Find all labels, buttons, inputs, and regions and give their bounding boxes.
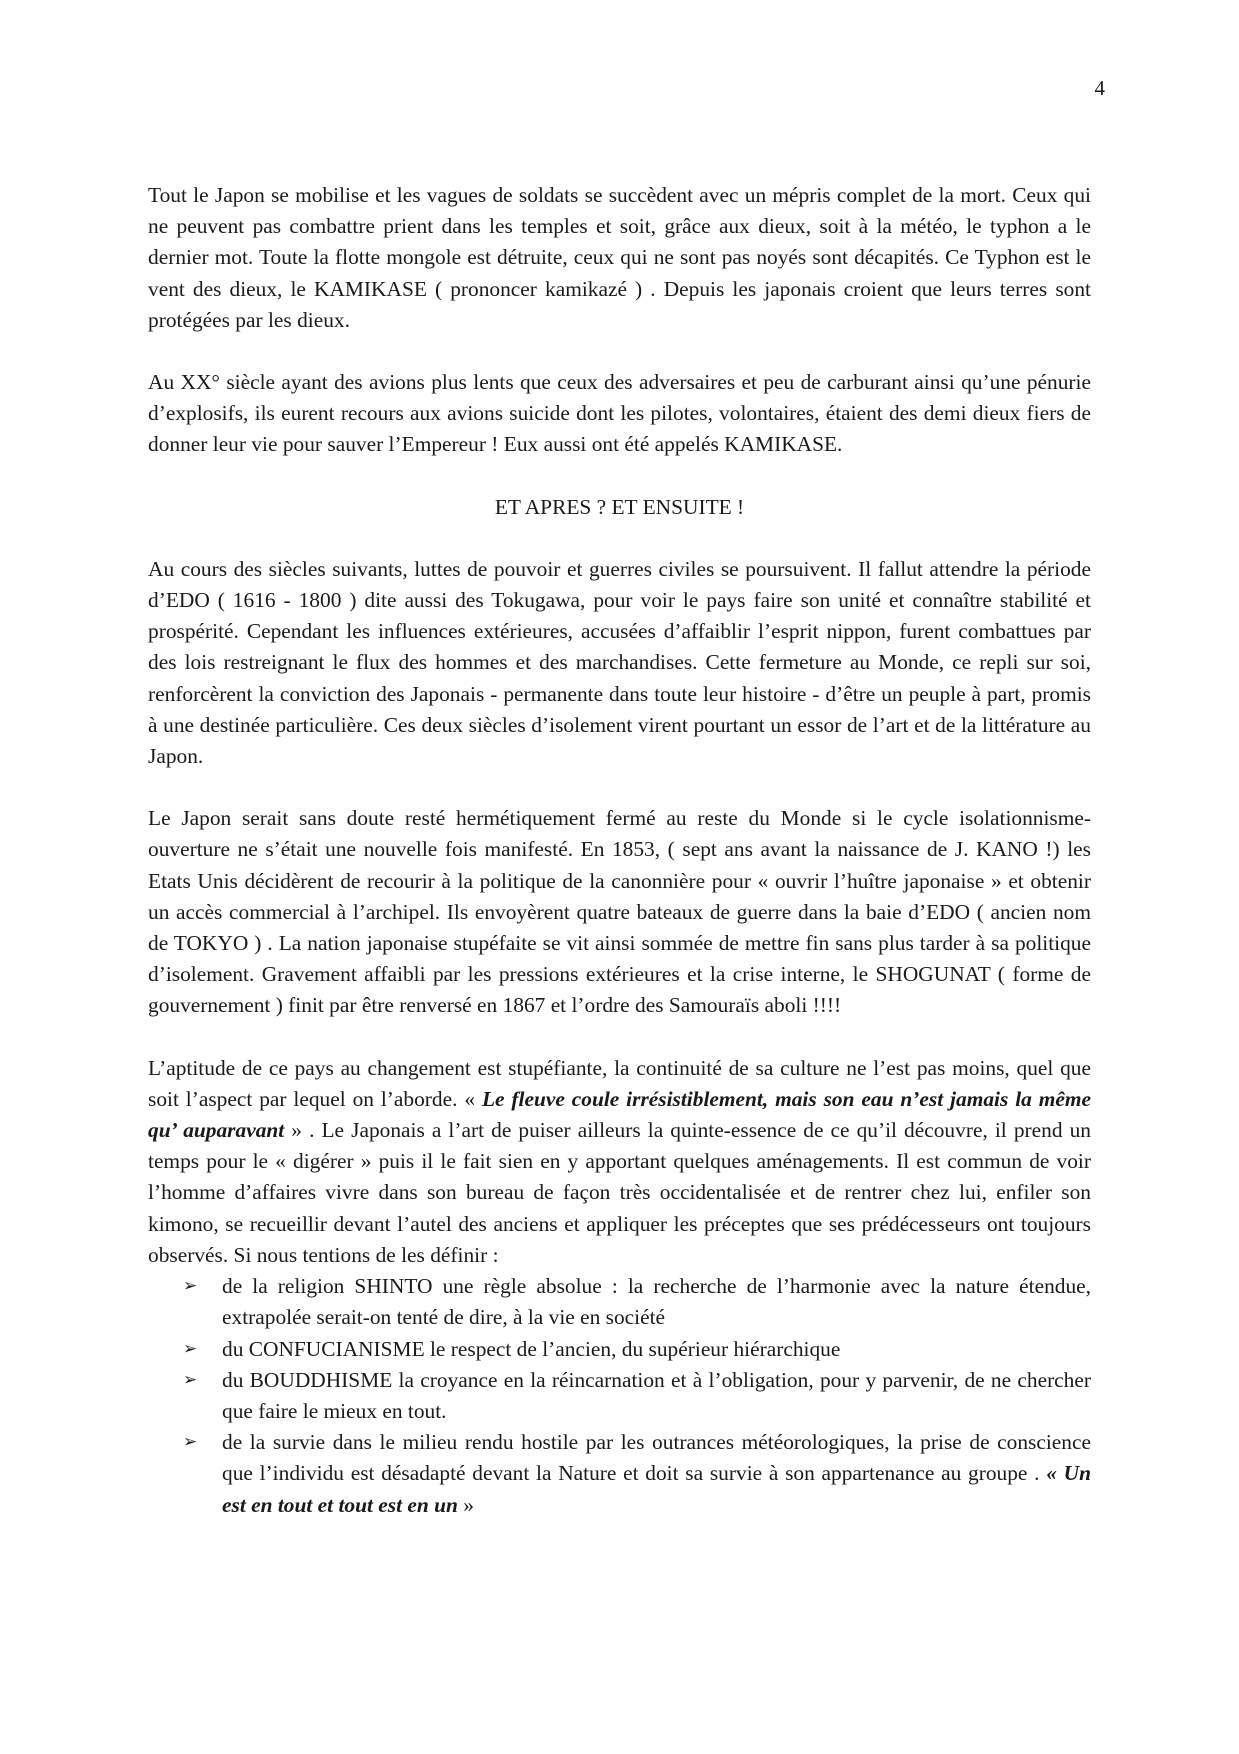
list-item-text: de la survie dans le milieu rendu hostile par les outrances météorologiques, la prise de conscience que l’individu est désadapté devant la Nature et doit sa survie à son appartenance au groupe . bbox=[222, 1430, 1091, 1486]
list-item-confucianism bbox=[183, 1334, 1091, 1365]
list-item-text: » bbox=[457, 1492, 474, 1517]
list-item-shinto bbox=[183, 1271, 1091, 1333]
list-item-text: du CONFUCIANISME le respect de l’ancien, du supérieur hiérarchique bbox=[222, 1336, 841, 1361]
paragraph-edo-period: Au cours des siècles suivants, luttes de pouvoir et guerres civiles se poursuivent. Il fallut attendre la période d’EDO ( 1616 - 1800 ) dite aussi des Tokugawa, pour voir le pays faire son unité et connaître stabilité et prospérité. Cependant les influences extérieures, accusées d’affaiblir l’esprit nippon, furent combattues par des lois restreignant le flux des hommes et des marchandises. Cette fermeture au Monde, ce repli sur soi, renforcèrent la conviction des Japonais - permanente dans toute leur histoire - d’être un peuple à part, promis à une destinée particulière. Ces deux siècles d’isolement virent pourtant un essor de l’art et de la littérature au Japon. bbox=[148, 556, 1091, 769]
page-number: 4 bbox=[1094, 76, 1105, 100]
arrowhead-bullet-icon: ➢ bbox=[183, 1369, 198, 1390]
arrowhead-bullet-icon: ➢ bbox=[183, 1432, 198, 1453]
list-item-buddhism bbox=[183, 1365, 1091, 1427]
paragraph-opening-japan: Le Japon serait sans doute resté hermétiquement fermé au reste du Monde si le cycle isolationnisme-ouverture ne s’était une nouvelle fois manifesté. En 1853, ( sept ans avant la naissance de J. KANO !) les Etats Unis décidèrent de recourir à la politique de la canonnière pour « ouvrir l’huître japonaise » et obtenir un accès commercial à l’archipel. Ils envoyèrent quatre bateaux de guerre dans la baie d’EDO ( ancien nom de TOKYO ) . La nation japonaise stupéfaite se vit ainsi sommée de mettre fin sans plus tarder à sa politique d’isolement. Gravement affaibli par les pressions extérieures et la crise interne, le SHOGUNAT ( forme de gouvernement ) finit par être renversé en 1867 et l’ordre des Samouraïs aboli !!!! bbox=[148, 806, 1091, 1018]
motto-quote: « Un est en tout et tout est en un bbox=[222, 1461, 1091, 1517]
section-heading: ET APRES ? ET ENSUITE ! bbox=[494, 494, 745, 519]
list-item-survival bbox=[183, 1427, 1091, 1521]
document-body bbox=[148, 180, 1091, 1521]
list-item-text: de la religion SHINTO une règle absolue : la recherche de l’harmonie avec la nature étendue, extrapolée serait-on tenté de dire, à la vie en société bbox=[222, 1274, 1091, 1330]
list-item-text: du BOUDDHISME la croyance en la réincarnation et à l’obligation, pour y parvenir, de ne chercher que faire le mieux en tout. bbox=[222, 1367, 1091, 1423]
arrowhead-bullet-icon: ➢ bbox=[183, 1276, 198, 1297]
paragraph-kamikase-typhon: Tout le Japon se mobilise et les vagues de soldats se succèdent avec un mépris complet de la mort. Ceux qui ne peuvent pas combattre prient dans les temples et soit, grâce aux dieux, soit à la météo, le typhon a le dernier mot. Toute la flotte mongole est détruite, ceux qui ne sont pas noyés sont décapités. Ce Typhon est le vent des dieux, le KAMIKASE ( prononcer kamikazé ) . Depuis les japonais croient que leurs terres sont protégées par les dieux. bbox=[148, 183, 1091, 332]
precepts-list bbox=[148, 1271, 1091, 1521]
proverb-quote: Le fleuve coule irrésistiblement, mais son eau n’est jamais la même qu’ auparavant bbox=[148, 1086, 1091, 1143]
paragraph-text: » . Le Japonais a l’art de puiser ailleurs la quinte-essence de ce qu’il découvre, il prend un temps pour le « digérer » puis il le fait sien en y apportant quelques aménagements. Il est commun de voir l’homme d’affaires vivre dans son bureau de façon très occidentalisée et de rentrer chez lui, enfiler son kimono, se recueillir devant l’autel des anciens et appliquer les préceptes que ses prédécesseurs ont toujours observés. Si nous tentions de les définir : bbox=[148, 1118, 1091, 1267]
paragraph-culture-continuity bbox=[148, 1053, 1091, 1271]
paragraph-kamikase-pilots: Au XX° siècle ayant des avions plus lents que ceux des adversaires et peu de carburant ainsi qu’une pénurie d’explosifs, ils eurent recours aux avions suicide dont les pilotes, volontaires, étaient des demi dieux fiers de donner leur vie pour sauver l’Empereur ! Eux aussi ont été appelés KAMIKASE. bbox=[148, 370, 1091, 457]
paragraph-text: L’aptitude de ce pays au changement est stupéfiante, la continuité de sa culture ne l’est pas moins, quel que soit l’aspect par lequel on l’aborde. « bbox=[148, 1055, 1091, 1111]
arrowhead-bullet-icon: ➢ bbox=[183, 1338, 198, 1359]
